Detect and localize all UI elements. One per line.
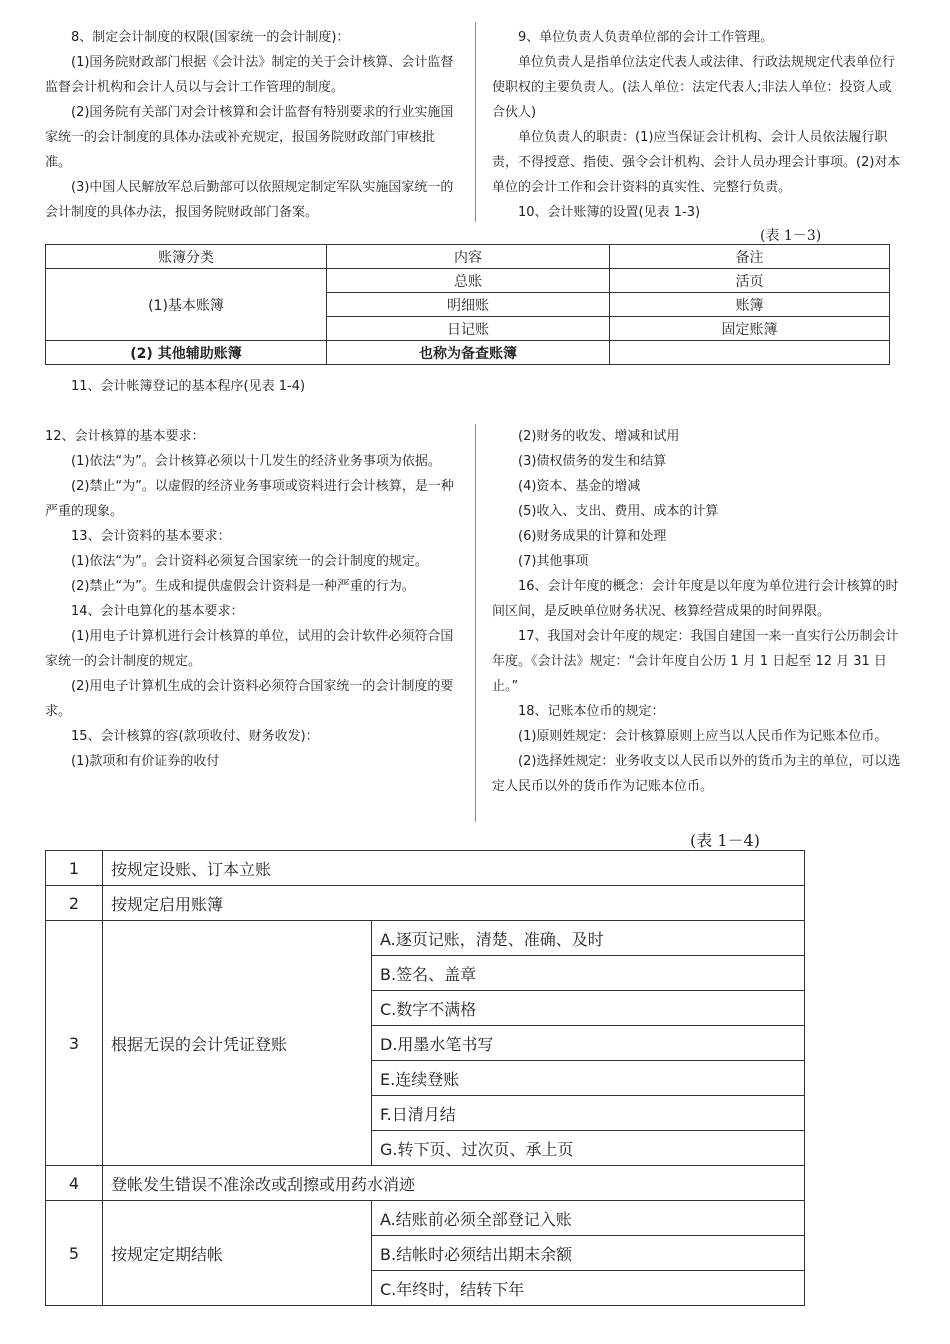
right-column-top (492, 25, 904, 225)
paragraph: (6)财务成果的计算和处理 (518, 529, 667, 544)
row-number: 2 (46, 886, 103, 921)
table-header: 账簿分类 (46, 245, 327, 269)
paragraph: 10、会计账簿的设置(见表 1-3) (518, 205, 701, 220)
table-1-4 (45, 850, 805, 1306)
paragraph: 18、记账本位币的规定： (518, 704, 665, 719)
paragraph: 11、会计帐簿登记的基本程序(见表 1-4) (71, 379, 306, 394)
table-cell: F.日清月结 (372, 1096, 805, 1131)
paragraph: (5)收入、支出、费用、成本的计算 (518, 504, 719, 519)
paragraph: (2)选择姓规定：业务收支以人民币以外的货币为主的单位，可以选定人民币以外的货币作为记账本位币。 (492, 754, 901, 794)
paragraph: 单位负责人的职责：(1)应当保证会计机构、会计人员依法履行职责，不得授意、指使、强令会计机构、会计人员办理会计事项。(2)对本单位的会计工作和会计资料的真实性、完整行负责。 (492, 130, 901, 195)
table-cell: 明细账 (327, 293, 610, 317)
paragraph: (1)依法“为”。会计核算必须以十几发生的经济业务事项为依据。 (71, 454, 441, 469)
table-cell: (2) 其他辅助账簿 (46, 341, 327, 365)
left-column-mid (45, 424, 457, 774)
table-cell (610, 341, 890, 365)
table-1-4-caption: (表 1－4) (690, 831, 760, 850)
table-cell: 按规定启用账簿 (103, 886, 805, 921)
table-cell: 按规定设账、订本立账 (103, 851, 805, 886)
paragraph: (1)用电子计算机进行会计核算的单位，试用的会计软件必须符合国家统一的会计制度的规定。 (45, 629, 454, 669)
table-1-3-caption: (表 1－3) (760, 228, 822, 244)
row-number: 5 (46, 1201, 103, 1306)
table-cell: 按规定定期结帐 (103, 1201, 372, 1306)
table-cell: (1)基本账簿 (46, 269, 327, 341)
table-1-4-reference (45, 374, 457, 399)
row-number: 3 (46, 921, 103, 1166)
table-cell: 登帐发生错误不准涂改或刮擦或用药水消迹 (103, 1166, 805, 1201)
column-divider (475, 22, 476, 222)
table-cell: C.年终时，结转下年 (372, 1271, 805, 1306)
table-cell: A.逐页记账，清楚、准确、及时 (372, 921, 805, 956)
table-cell: G.转下页、过次页、承上页 (372, 1131, 805, 1166)
paragraph: (3)债权债务的发生和结算 (518, 454, 667, 469)
paragraph: (4)资本、基金的增减 (518, 479, 641, 494)
paragraph: 14、会计电算化的基本要求： (71, 604, 244, 619)
paragraph: 16、会计年度的概念：会计年度是以年度为单位进行会计核算的时间区间，是反映单位财务状况、核算经营成果的时间界限。 (492, 579, 899, 619)
paragraph: (1)款项和有价证券的收付 (71, 754, 220, 769)
table-cell: 日记账 (327, 317, 610, 341)
paragraph: (3)中国人民解放军总后勤部可以依照规定制定军队实施国家统一的会计制度的具体办法，报国务院财政部门备案。 (45, 180, 454, 220)
paragraph: (7)其他事项 (518, 554, 589, 569)
table-cell: 账簿 (610, 293, 890, 317)
table-cell: B.结帐时必须结出期末余额 (372, 1236, 805, 1271)
paragraph: (2)国务院有关部门对会计核算和会计监督有特别要求的行业实施国家统一的会计制度的具体办法或补充规定，报国务院财政部门审核批准。 (45, 105, 454, 170)
paragraph: 13、会计资料的基本要求： (71, 529, 231, 544)
paragraph: (1)原则姓规定：会计核算原则上应当以人民币作为记账本位币。 (518, 729, 888, 744)
paragraph: 12、会计核算的基本要求： (45, 429, 205, 444)
paragraph: 单位负责人是指单位法定代表人或法律、行政法规规定代表单位行使职权的主要负责人。(法人单位：法定代表人;非法人单位：投资人或合伙人) (492, 55, 896, 120)
table-cell: 根据无误的会计凭证登账 (103, 921, 372, 1166)
paragraph: (2)用电子计算机生成的会计资料必须符合国家统一的会计制度的要求。 (45, 679, 454, 719)
table-cell: 总账 (327, 269, 610, 293)
table-cell: B.签名、盖章 (372, 956, 805, 991)
table-cell: 活页 (610, 269, 890, 293)
table-cell: 固定账簿 (610, 317, 890, 341)
paragraph: (2)财务的收发、增减和试用 (518, 429, 680, 444)
table-cell: A.结账前必须全部登记入账 (372, 1201, 805, 1236)
paragraph: 8、制定会计制度的权限(国家统一的会计制度)： (71, 30, 350, 45)
paragraph: (2)禁止“为”。生成和提供虚假会计资料是一种严重的行为。 (71, 579, 415, 594)
paragraph: 15、会计核算的容(款项收付、财务收发)： (71, 729, 319, 744)
row-number: 1 (46, 851, 103, 886)
table-cell: 也称为备查账簿 (327, 341, 610, 365)
table-cell: E.连续登账 (372, 1061, 805, 1096)
table-cell: D.用墨水笔书写 (372, 1026, 805, 1061)
right-column-mid (492, 424, 904, 799)
left-column-top (45, 25, 457, 225)
table-header: 内容 (327, 245, 610, 269)
paragraph: 9、单位负责人负责单位部的会计工作管理。 (518, 30, 774, 45)
paragraph: (2)禁止“为”。以虚假的经济业务事项或资料进行会计核算，是一种严重的现象。 (45, 479, 454, 519)
column-divider (475, 424, 476, 822)
paragraph: (1)国务院财政部门根据《会计法》制定的关于会计核算、会计监督监督会计机构和会计人员以与会计工作管理的制度。 (45, 55, 454, 95)
table-cell: C.数字不满格 (372, 991, 805, 1026)
table-header: 备注 (610, 245, 890, 269)
paragraph: 17、我国对会计年度的规定：我国自建国一来一直实行公历制会计年度。《会计法》规定：“会计年度自公历 1 月 1 日起至 12 月 31 日止。” (492, 629, 899, 694)
table-1-3 (45, 244, 890, 365)
row-number: 4 (46, 1166, 103, 1201)
paragraph: (1)依法“为”。会计资料必须复合国家统一的会计制度的规定。 (71, 554, 428, 569)
